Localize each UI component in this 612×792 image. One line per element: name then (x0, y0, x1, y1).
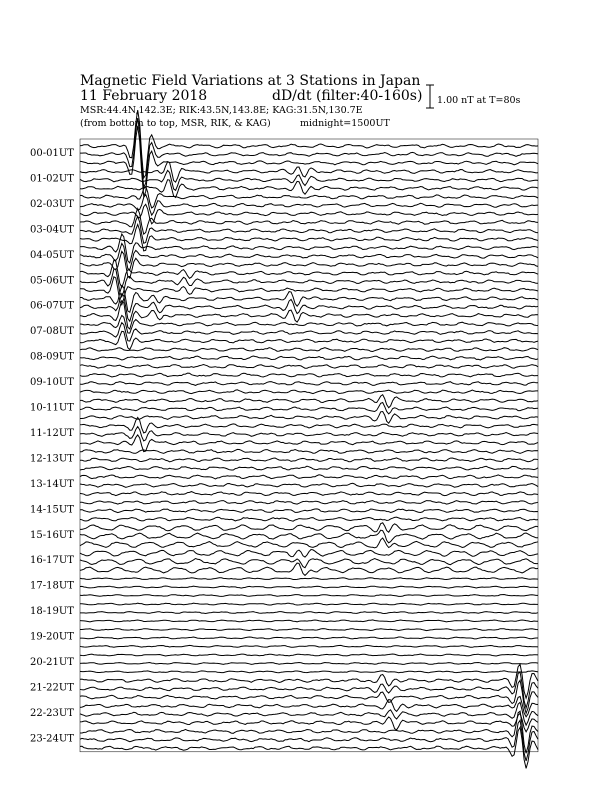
trace-rik (80, 403, 538, 414)
hour-labels (30, 148, 74, 744)
trace-rik (80, 720, 538, 761)
chart-header (80, 73, 521, 129)
trace-msr (80, 126, 538, 196)
midnight-note: midnight=1500UT (300, 118, 390, 129)
trace-msr (80, 466, 538, 470)
trace-kag (80, 629, 538, 631)
trace-msr (80, 435, 538, 452)
trace-msr (80, 277, 538, 305)
hour-row (80, 395, 538, 424)
hour-label: 20-21UT (30, 657, 74, 668)
trace-rik (80, 382, 538, 386)
trace-msr (80, 671, 538, 673)
hour-row (80, 697, 538, 732)
trace-msr (80, 412, 538, 424)
hour-row (80, 286, 538, 329)
chart-quantity: dD/dt (filter:40-160s) (272, 88, 423, 104)
trace-area (80, 110, 538, 768)
hour-label: 22-23UT (30, 707, 74, 719)
trace-kag (80, 315, 538, 333)
trace-msr (80, 517, 538, 521)
hour-row (80, 654, 538, 673)
trace-rik (80, 509, 538, 513)
hour-label: 01-02UT (30, 173, 74, 185)
hour-label: 13-14UT (30, 478, 74, 490)
trace-rik (80, 458, 538, 462)
hour-label: 10-11UT (30, 402, 74, 414)
hour-label: 04-05UT (30, 249, 74, 261)
hour-label: 19-20UT (30, 631, 74, 643)
hour-label: 15-16UT (30, 529, 74, 541)
trace-rik (80, 243, 538, 269)
hour-row (80, 417, 538, 451)
trace-kag (80, 286, 538, 313)
trace-msr (80, 538, 538, 548)
station-coordinates: MSR:44.4N,142.3E; RIK:43.5N,143.8E; KAG:31.5N,130.7E (80, 105, 363, 116)
hour-row (80, 187, 538, 224)
hour-row (80, 373, 538, 394)
trace-msr (80, 620, 538, 622)
trace-msr (80, 680, 538, 713)
trace-msr (80, 645, 538, 647)
trace-rik (80, 612, 538, 614)
trace-rik (80, 586, 538, 588)
hour-label: 11-12UT (30, 427, 74, 439)
trace-rik (80, 427, 538, 441)
trace-rik (80, 559, 538, 568)
trace-kag (80, 664, 538, 698)
hour-row (80, 550, 538, 576)
trace-kag (80, 475, 538, 479)
hour-label: 18-19UT (30, 606, 74, 618)
hour-row (80, 348, 538, 369)
trace-msr (80, 727, 538, 768)
hour-row (80, 711, 538, 768)
hour-label: 17-18UT (30, 580, 74, 592)
hour-row (80, 578, 538, 597)
trace-msr (80, 713, 538, 731)
trace-kag (80, 654, 538, 656)
hour-row (80, 315, 538, 349)
station-order-note: (from bottom to top, MSR, RIK, & KAG) (80, 118, 271, 129)
hour-label: 08-09UT (30, 351, 74, 363)
trace-kag (80, 578, 538, 580)
trace-kag (80, 348, 538, 352)
trace-kag (80, 373, 538, 377)
trace-kag (80, 603, 538, 605)
hour-label: 23-24UT (30, 733, 74, 745)
trace-kag (80, 501, 538, 505)
trace-rik (80, 672, 538, 708)
trace-kag (80, 395, 538, 408)
hour-label: 02-03UT (30, 198, 74, 210)
trace-kag (80, 523, 538, 532)
hour-label: 21-22UT (30, 682, 74, 694)
trace-rik (80, 356, 538, 360)
trace-kag (80, 550, 538, 558)
trace-msr (80, 365, 538, 369)
hour-label: 09-10UT (30, 377, 74, 388)
hour-label: 16-17UT (30, 555, 74, 567)
hour-label: 05-06UT (30, 275, 74, 287)
hour-row (80, 162, 538, 198)
hour-label: 06-07UT (30, 300, 74, 312)
scale-label: 1.00 nT at T=80s (437, 95, 521, 106)
hour-row (80, 629, 538, 648)
hour-label: 14-15UT (30, 504, 74, 516)
trace-rik (80, 637, 538, 639)
scale-bar (426, 85, 521, 108)
hour-row (80, 475, 538, 496)
trace-msr (80, 301, 538, 329)
trace-kag (80, 449, 538, 453)
trace-rik (80, 530, 538, 543)
hour-row (80, 501, 538, 522)
hour-row (80, 449, 538, 470)
hour-label: 12-13UT (30, 453, 74, 465)
trace-msr (80, 563, 538, 575)
hour-label: 00-01UT (30, 148, 74, 159)
trace-msr (80, 492, 538, 496)
trace-kag (80, 417, 538, 433)
trace-msr (80, 595, 538, 597)
hour-row (80, 603, 538, 622)
hour-label: 03-04UT (30, 224, 74, 236)
trace-rik (80, 663, 538, 665)
chart-date: 11 February 2018 (80, 88, 208, 104)
chart-title: Magnetic Field Variations at 3 Stations in Japan (80, 73, 421, 89)
hour-row (80, 523, 538, 548)
hour-label: 07-08UT (30, 326, 74, 338)
trace-msr (80, 390, 538, 394)
trace-rik (80, 483, 538, 487)
